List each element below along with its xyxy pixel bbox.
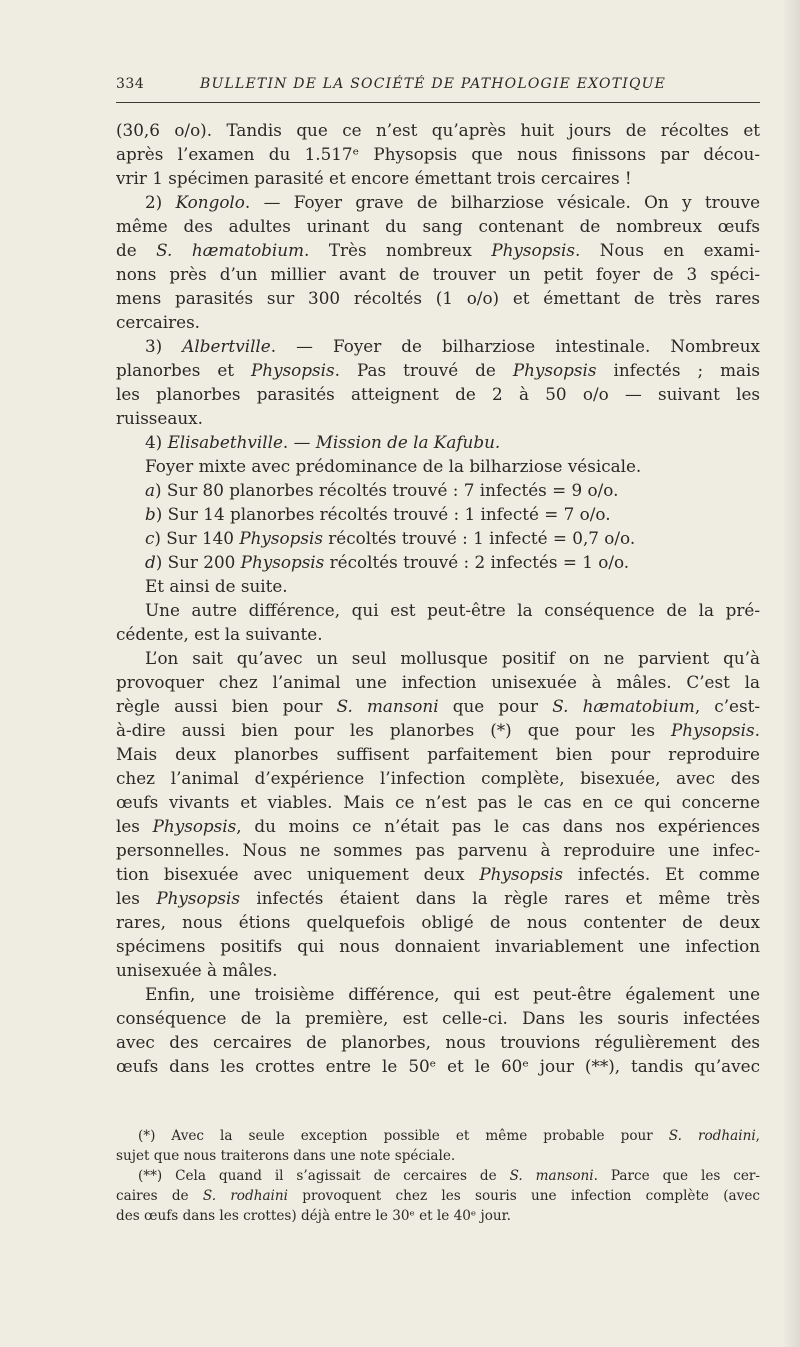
text-line: Enfin, une troisième différence, qui est peut-être également une: [145, 984, 760, 1004]
text-line: unisexuée à mâles.: [116, 960, 278, 980]
list-item: d) Sur 200 Physopsis récoltés trouvé : 2 infectés = 1 o/o.: [145, 552, 630, 572]
text-line: Mais deux planorbes suffisent parfaitement bien pour reproduire: [116, 744, 760, 764]
text-line: mens parasités sur 300 récoltés (1 o/o) et émettant de très rares: [116, 288, 760, 308]
page-header: [116, 74, 760, 98]
text-line: L’on sait qu’avec un seul mollusque positif on ne parvient qu’à: [145, 648, 760, 668]
text-line: planorbes et Physopsis. Pas trouvé de Physopsis infectés ; mais: [116, 360, 760, 380]
text-line: (30,6 o/o). Tandis que ce n’est qu’après huit jours de récoltes et: [116, 120, 760, 140]
text-line: après l’examen du 1.517ᵉ Physopsis que nous finissons par décou-: [116, 144, 760, 164]
text-line: Et ainsi de suite.: [145, 576, 288, 596]
page-edge-shadow: [782, 0, 800, 1347]
text-line: les Physopsis, du moins ce n’était pas le cas dans nos expériences: [116, 816, 760, 836]
text-line: de S. hæmatobium. Très nombreux Physopsis. Nous en exami-: [116, 240, 760, 260]
text-line: œufs vivants et viables. Mais ce n’est pas le cas en ce qui concerne: [116, 792, 760, 812]
text-line: ruisseaux.: [116, 408, 203, 428]
running-title: BULLETIN DE LA SOCIÉTÉ DE PATHOLOGIE EXOTIQUE: [200, 76, 667, 92]
text-line: 3) Albertville. — Foyer de bilharziose intestinale. Nombreux: [145, 336, 760, 356]
text-line: conséquence de la première, est celle-ci. Dans les souris infectées: [116, 1008, 760, 1028]
place-name: Kongolo: [175, 192, 245, 212]
text-line: Une autre différence, qui est peut-être la conséquence de la pré-: [145, 600, 760, 620]
text-line: spécimens positifs qui nous donnaient invariablement une infection: [116, 936, 760, 956]
page-number: 334: [116, 76, 145, 92]
text-line: avec des cercaires de planorbes, nous trouvions régulièrement des: [116, 1032, 760, 1052]
text-line: provoquer chez l’animal une infection unisexuée à mâles. C’est la: [116, 672, 760, 692]
list-item: b) Sur 14 planorbes récoltés trouvé : 1 infecté = 7 o/o.: [145, 504, 611, 524]
body-text: [116, 118, 760, 1078]
footnote-line: (*) Avec la seule exception possible et même probable pour S. rodhaini,: [138, 1128, 760, 1144]
footnote-line: caires de S. rodhaini provoquent chez les souris une infection complète (avec: [116, 1188, 760, 1204]
text-line: personnelles. Nous ne sommes pas parvenu à reproduire une infec-: [116, 840, 760, 860]
text-line: rares, nous étions quelquefois obligé de nous contenter de deux: [116, 912, 760, 932]
header-rule: [116, 102, 760, 103]
footnote-line: sujet que nous traiterons dans une note spéciale.: [116, 1148, 456, 1164]
place-name: Elisabethville: [167, 432, 283, 452]
text-line: cédente, est la suivante.: [116, 624, 323, 644]
text-line: 2) Kongolo. — Foyer grave de bilharziose vésicale. On y trouve: [145, 192, 760, 212]
text-line: 4) Elisabethville. — Mission de la Kafubu.: [145, 432, 501, 452]
text-line: chez l’animal d’expérience l’infection complète, bisexuée, avec des: [116, 768, 760, 788]
footnote-line: (**) Cela quand il s’agissait de cercaires de S. mansoni. Parce que les cer-: [138, 1168, 760, 1184]
text-line: cercaires.: [116, 312, 201, 332]
text-line: les planorbes parasités atteignent de 2 à 50 o/o — suivant les: [116, 384, 760, 404]
text-line: à-dire aussi bien pour les planorbes (*) que pour les Physopsis.: [116, 720, 760, 740]
list-item: a) Sur 80 planorbes récoltés trouvé : 7 infectés = 9 o/o.: [145, 480, 619, 500]
text-line: même des adultes urinant du sang contenant de nombreux œufs: [116, 216, 760, 236]
footnotes: [116, 1126, 760, 1226]
text-line: vrir 1 spécimen parasité et encore émettant trois cercaires !: [116, 168, 632, 188]
text-line: nons près d’un millier avant de trouver un petit foyer de 3 spéci-: [116, 264, 760, 284]
place-name: Albertville: [182, 336, 271, 356]
footnote-line: des œufs dans les crottes) déjà entre le 30ᵉ et le 40ᵉ jour.: [116, 1208, 511, 1224]
text-line: Foyer mixte avec prédominance de la bilharziose vésicale.: [145, 456, 642, 476]
text-line: œufs dans les crottes entre le 50ᵉ et le 60ᵉ jour (**), tandis qu’avec: [116, 1056, 760, 1076]
list-item: c) Sur 140 Physopsis récoltés trouvé : 1 infecté = 0,7 o/o.: [145, 528, 636, 548]
text-line: règle aussi bien pour S. mansoni que pour S. hæmatobium, c’est-: [116, 696, 760, 716]
text-line: tion bisexuée avec uniquement deux Physopsis infectés. Et comme: [116, 864, 760, 884]
text-line: les Physopsis infectés étaient dans la règle rares et même très: [116, 888, 760, 908]
